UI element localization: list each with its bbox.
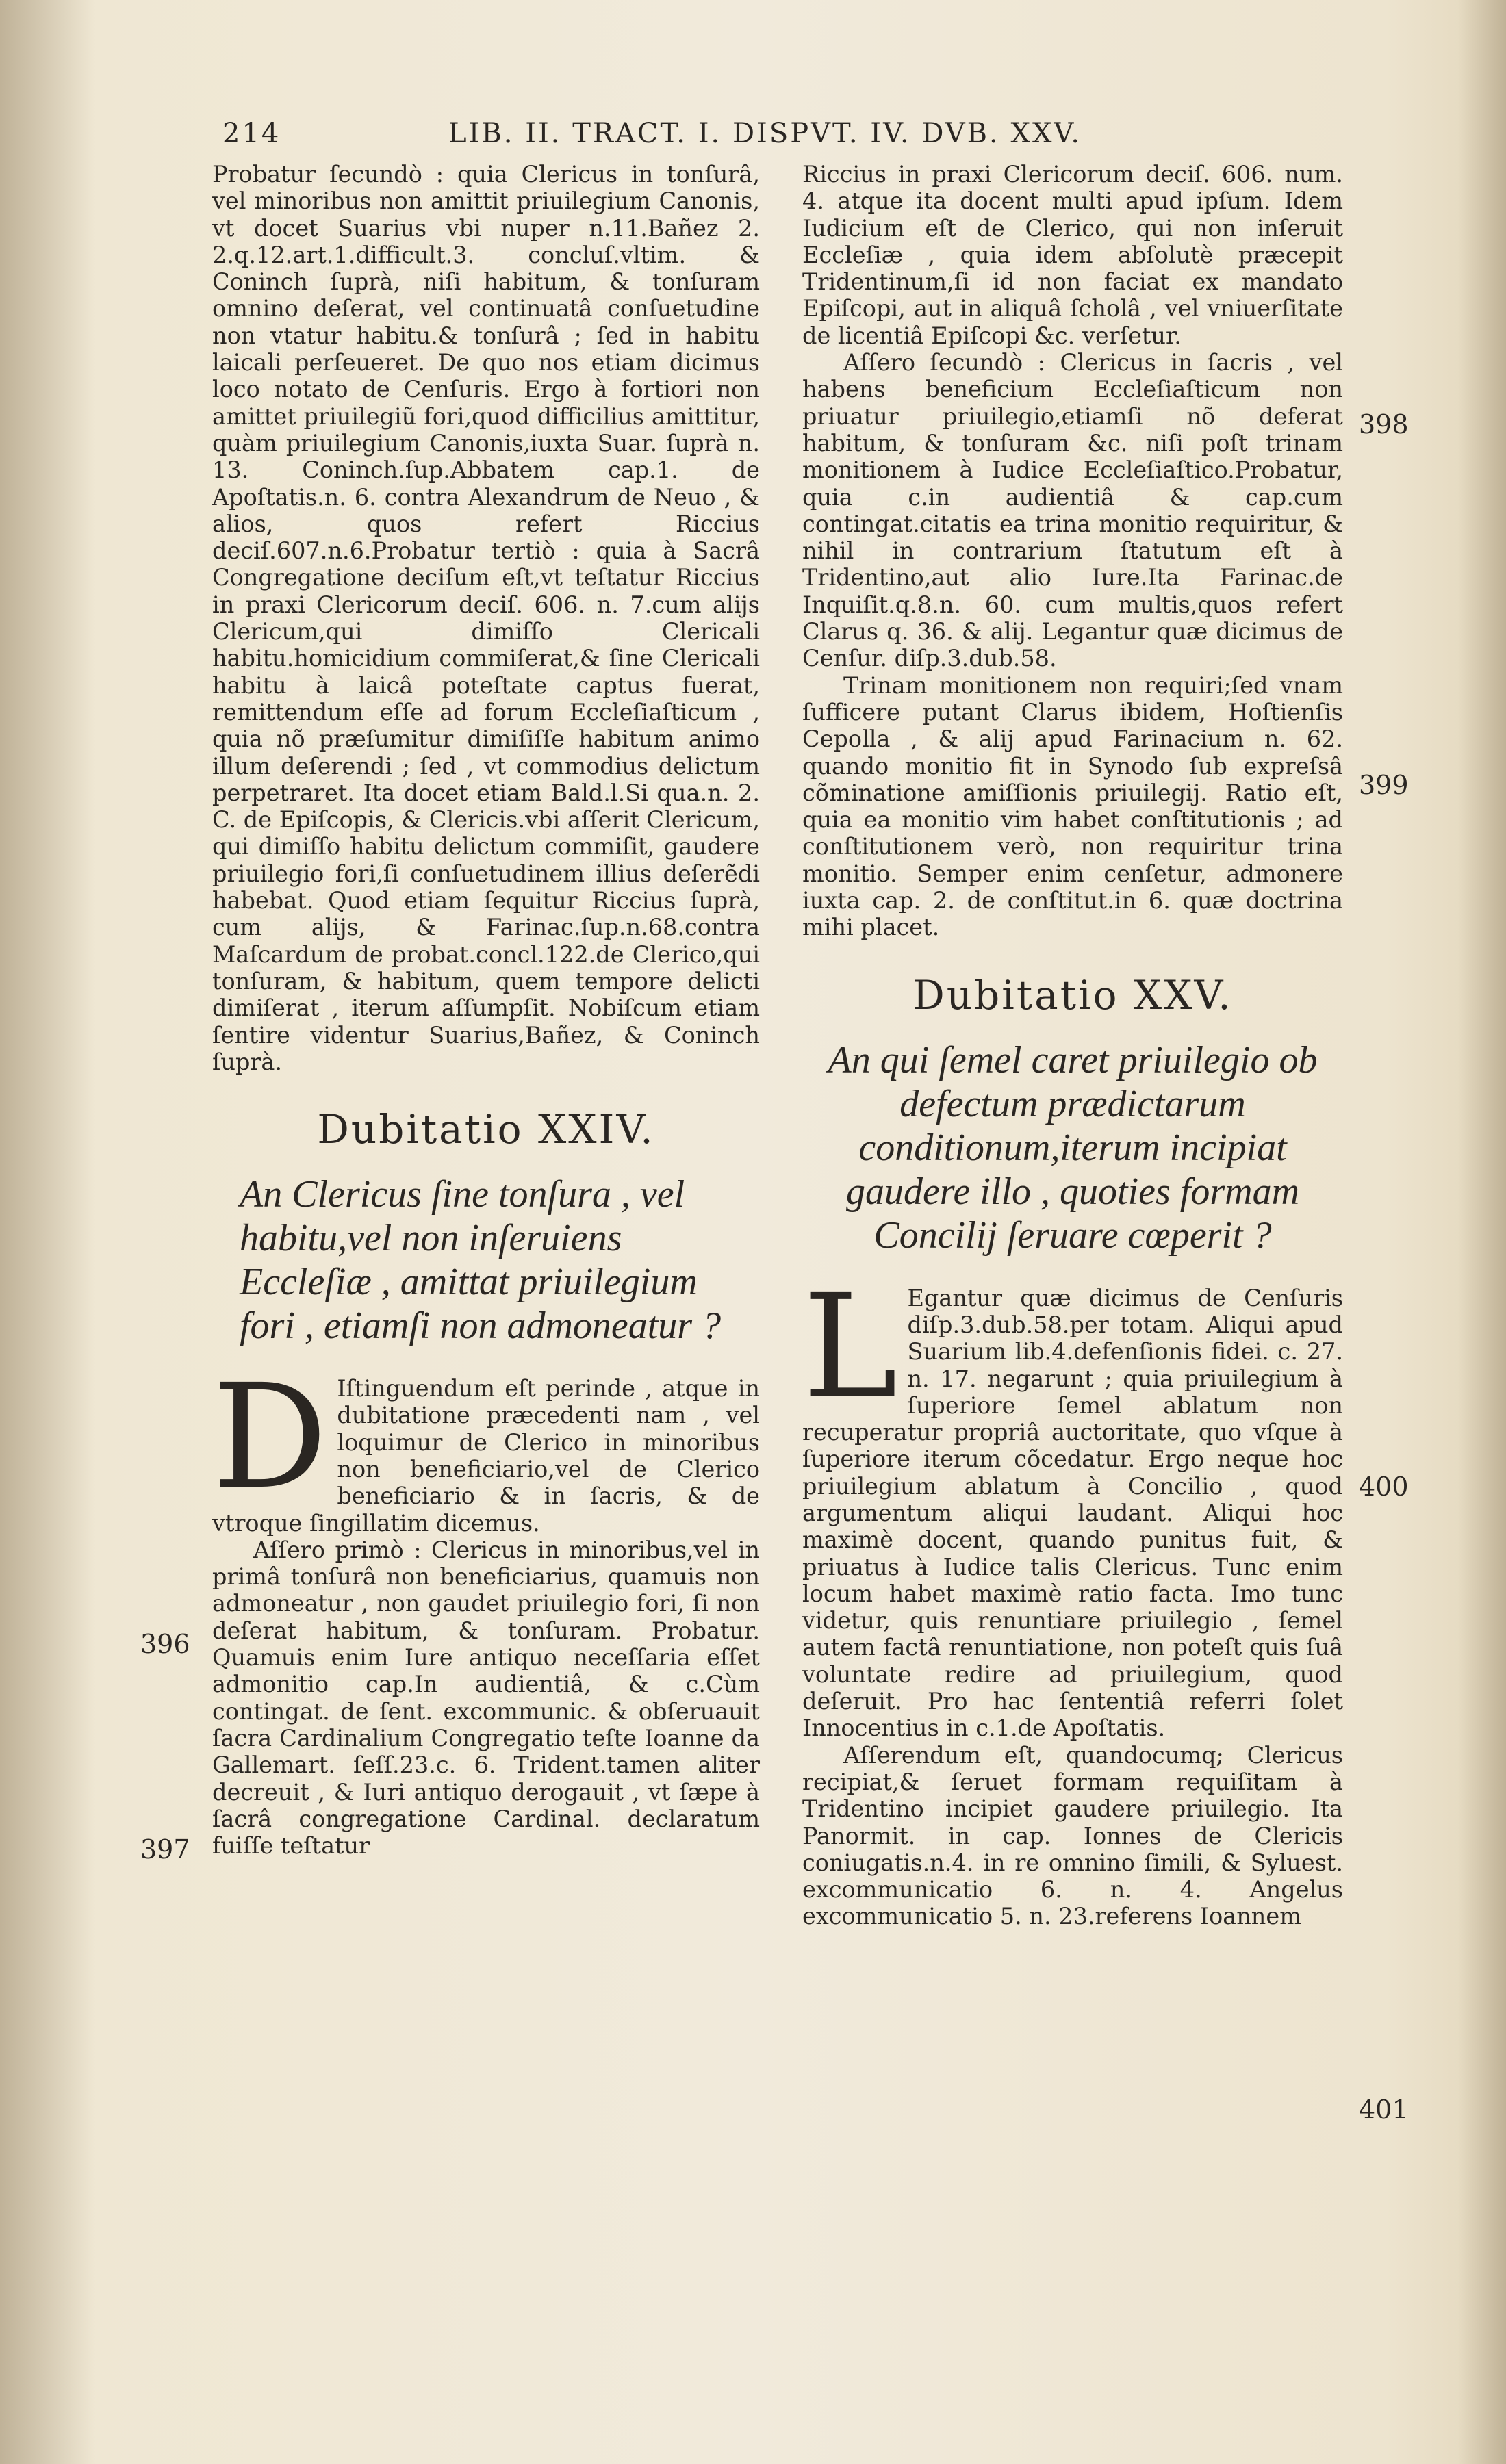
paragraph-396-text: Iſtinguendum eſt perinde , atque in dubitatione præcedenti nam , vel loquimur de Clerico in minoribus non beneficiario,vel de Clerico beneficiario & in ſacris, & de vtroque ſingillatim dicemus.	[212, 1375, 760, 1537]
paragraph-401: Aſſerendum eſt, quandocumq; Clericus recipiat,& ſeruet formam requiſitam à Tridentino incipiet gaudere priuilegio. Ita Panormit. in cap. Ionnes de Clericis coniugatis.n.4. in re omnino ſimili, & Syluest. excommunicatio 6. n. 4. Angelus excommunicatio 5. n. 23.referens Ioannem	[802, 1741, 1343, 1930]
paragraph-right-top: Riccius in praxi Clericorum deciſ. 606. num. 4. atque ita docent multi apud ipſum. Idem Iudicium eſt de Clerico, qui non inſeruit Eccleſiæ , quia idem abſolutè præcepit Tridentinum,ſi id non faciat ex mandato Epiſcopi, aut in aliquâ ſcholâ , vel vniuerſitate de licentiâ Epiſcopi &c. verſetur.	[802, 161, 1343, 349]
margin-number-400: 400	[1359, 1472, 1409, 1502]
page-number: 214	[222, 118, 281, 149]
margin-number-397: 397	[140, 1834, 190, 1864]
margin-number-401: 401	[1359, 2094, 1409, 2125]
margin-number-396: 396	[140, 1629, 190, 1659]
page-edge-shadow	[1458, 0, 1506, 2464]
running-header	[222, 118, 1314, 159]
paragraph-398: Aſſero ſecundò : Clericus in ſacris , vel habens beneficium Eccleſiaſticum non priuatur priuilegio,etiamſi nõ deferat habitum, & tonſuram &c. niſi poſt trinam monitionem à Iudice Eccleſiaſtico.Probatur, quia c.in audientiâ & cap.cum contingat.citatis ea trina monitio requiritur, & nihil in contrarium ſtatutum eſt à Tridentino,aut alio Iure.Ita Farinac.de Inquiſit.q.8.n. 60. cum multis,quos refert Clarus q. 36. & alij. Legantur quæ dicimus de Cenſur. diſp.3.dub.58.	[802, 349, 1343, 672]
drop-cap-l: L	[802, 1262, 898, 1430]
paragraph-399: Trinam monitionem non requiri;ſed vnam ſufficere putant Clarus ibidem, Hoſtienſis Cepolla , & alij apud Farinacium n. 62. quando monitio fit in Synodo ſub expreſsâ cõminatione amiſſionis priuilegij. Ratio eſt, quia ea monitio vim habet conſtitutionis ; ad conſtitutionem verò, non requiritur trina monitio. Semper enim cenſetur, admonere iuxta cap. 2. de conſtitut.in 6. quæ doctrina mihi placet.	[802, 671, 1343, 941]
paragraph-396	[212, 1353, 760, 1537]
drop-cap-d: D	[212, 1353, 328, 1522]
gutter-shadow	[0, 0, 96, 2464]
margin-number-399: 399	[1359, 770, 1409, 800]
right-column	[802, 161, 1343, 1930]
paragraph-397: Aſſero primò : Clericus in minoribus,vel in primâ tonſurâ non beneficiarius, quamuis non admoneatur , non gaudet priuilegio fori, ſi non deſerat habitum, & tonſuram. Probatur. Quamuis enim Iure antiquo neceſſaria eſſet admonitio cap.In audientiâ, & c.Cùm contingat. de ſent. excommunic. & obſeruauit ſacra Cardinalium Congregatio teſte Ioanne da Gallemart. ſeſſ.23.c. 6. Trident.tamen aliter decreuit , & Iuri antiquo derogauit , vt ſæpe à ſacrâ congregatione Cardinal. declaratum fuiſſe teſtatur	[212, 1536, 760, 1860]
paragraph-400-text: Egantur quæ dicimus de Cenſuris diſp.3.dub.58.per totam. Aliqui apud Suarium lib.4.defenſionis fidei. c. 27. n. 17. negarunt ; quia priuilegium à ſuperiore ſemel ablatum non recuperatur propriâ auctoritate, quo vſque à ſuperiore iterum cõcedatur. Ergo neque hoc priuilegium ablatum à Concilio , quod argumentum aliqui laudant. Aliqui hoc maximè docent, quando punitus fuit, & priuatus à Iudice talis Clericus. Tunc enim locum habet maximè ratio facta. Imo tunc videtur, quis renuntiare priuilegio , ſemel autem factâ renuntiatione, non poteſt quis ſuâ voluntate redire ad priuilegium, quod deſeruit. Pro hac ſententiâ referri ſolet Innocentius in c.1.de Apoſtatis.	[802, 1284, 1343, 1742]
left-column	[212, 161, 760, 1859]
margin-number-398: 398	[1359, 409, 1409, 439]
dubitatio-xxv-title: Dubitatio XXV.	[912, 971, 1233, 1018]
running-title: LIB. II. TRACT. I. DISPVT. IV. DVB. XXV.	[448, 118, 1082, 149]
dubitatio-xxiv-question: An Clericus ſine tonſura , vel habitu,vel non inſeruiens Eccleſiæ , amittat priuilegium fori , etiamſi non admoneatur ?	[240, 1173, 722, 1348]
paragraph-400	[802, 1262, 1343, 1742]
dubitatio-xxv-question: An qui ſemel caret priuilegio ob defectum prædictarum conditionum,iterum incipiat gaudere illo , quoties formam Concilij ſeruare cœperit ?	[828, 1038, 1318, 1257]
dubitatio-xxiv-title: Dubitatio XXIV.	[317, 1106, 655, 1153]
paragraph-probatur: Probatur ſecundò : quia Clericus in tonſurâ, vel minoribus non amittit priuilegium Canonis, vt docet Suarius vbi nuper n.11.Bañez 2. 2.q.12.art.1.difficult.3. concluſ.vltim. & Coninch ſuprà, niſi habitum, & tonſuram omnino deſerat, vel continuatâ conſuetudine non vtatur habitu.& tonſurâ ; ſed in habitu laicali perſeueret. De quo nos etiam dicimus loco notato de Cenſuris. Ergo à fortiori non amittet priuilegiũ fori,quod difficilius amittitur, quàm priuilegium Canonis,iuxta Suar. ſuprà n. 13. Coninch.ſup.Abbatem cap.1. de Apoſtatis.n. 6. contra Alexandrum de Neuo , & alios, quos refert Riccius deciſ.607.n.6.Probatur tertiò : quia à Sacrâ Congregatione deciſum eſt,vt teſtatur Riccius in praxi Clericorum deciſ. 606. n. 7.cum alijs Clericum,qui dimiſſo Clericali habitu.homicidium commiſerat,& ſine Clericali habitu à laicâ poteſtate captus fuerat, remittendum eſſe ad forum Eccleſiaſticum , quia nõ præſumitur dimiſiſſe habitum animo illum deſerendi ; ſed , vt commodius delictum perpetraret. Ita docet etiam Bald.l.Si qua.n. 2. C. de Epiſcopis, & Clericis.vbi aſſerit Clericum, qui dimiſſo habitu delictum commiſit, gaudere priuilegio fori,ſi conſuetudinem illius deſerẽdi habebat. Quod etiam ſequitur Riccius ſuprà, cum alijs, & Farinac.ſup.n.68.contra Maſcardum de probat.concl.122.de Clerico,qui tonſuram, & habitum, quem tempore delicti dimiſerat , iterum aſſumpſit. Nobiſcum etiam ſentire videntur Suarius,Bañez, & Coninch ſuprà.	[212, 161, 760, 1075]
